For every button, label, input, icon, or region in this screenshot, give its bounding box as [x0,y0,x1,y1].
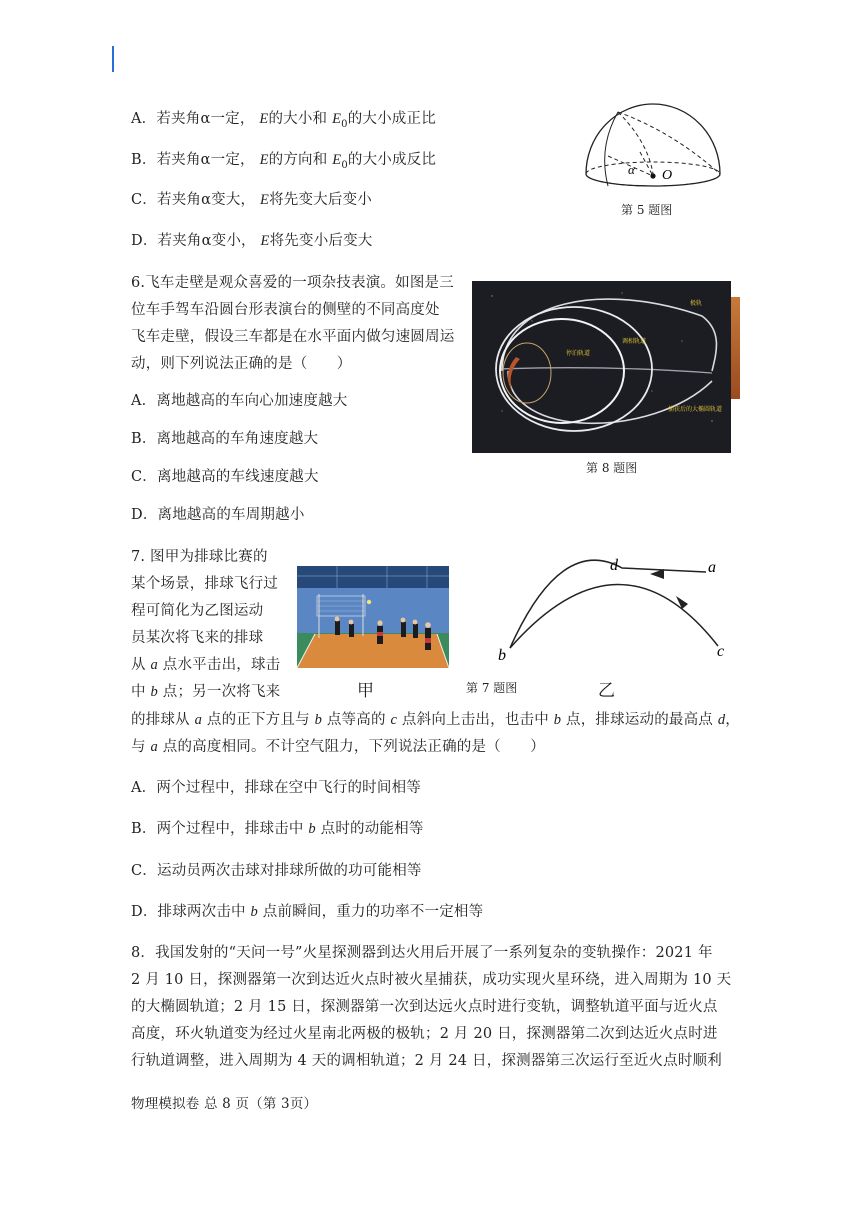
o-label: O [662,168,673,183]
q7-option-d: D．排球两次击中 b 点前瞬间，重力的功率不一定相等 [131,904,484,920]
q7-option-b: B．两个过程中，排球击中 b 点时的动能相等 [131,821,424,837]
q6-stem-2: 位车手驾车沿圆台形表演台的侧壁的不同高度处 [131,302,440,318]
q6-option-c: C．离地越高的车线速度越大 [131,469,319,485]
q7-option-a: A．两个过程中，排球在空中飞行的时间相等 [131,780,421,796]
figure-label-yi: 乙 [598,681,615,701]
q7-stem-5: 从 a 点水平击出，球击 [131,657,281,673]
captured-orbit-label: 捕获后的大椭圆轨道 [668,406,723,413]
q6-option-a: A．离地越高的车向心加速度越大 [131,393,348,409]
photo-edge-strip [731,297,740,399]
point-c-label: c [717,643,725,660]
q6-stem-4: 动，则下列说法正确的是（ ） [131,356,352,372]
q8-line-1: 8．我国发射的“天问一号”火星探测器到达火用后开展了一系列复杂的变轨操作：2021 年 [131,945,713,961]
q7-stem-2: 某个场景，排球飞行过 [131,576,278,592]
alpha-label: α [628,162,635,177]
q6-stem-1: 6.飞车走壁是观众喜爱的一项杂技表演。如图是三 [131,275,454,291]
page-footer: 物理模拟卷 总 8 页（第 3页） [131,1096,318,1112]
page-marker [112,46,114,72]
q5-option-c: C．若夹角α变大， E将先变大后变小 [131,192,372,208]
q7-stem-1: 7. 图甲为排球比赛的 [131,549,268,565]
q6-option-d: D．离地越高的车周期越小 [131,507,305,523]
point-a-label: a [708,559,716,576]
q5-option-d: D．若夹角α变小， E将先变小后变大 [131,233,373,249]
point-b-label: b [498,647,506,664]
q8-line-2: 2 月 10 日，探测器第一次到达近火点时被火星捕获，成功实现火星环绕，进入周期为 10 天 [131,972,732,988]
phase-orbit-label: 调相轨道 [622,338,647,345]
q7-option-c: C．运动员两次击球对排球所做的功可能相等 [131,863,422,879]
q8-figure-caption: 第 8 题图 [586,461,638,475]
q5-figure-caption: 第 5 题图 [621,203,673,217]
volleyball-photo [297,566,449,668]
q5-option-b: B．若夹角α一定， E的方向和 $E_0$的大小成反比 [131,152,437,171]
mars-orbit-figure [472,281,731,453]
q5-option-a: A．若夹角α一定， E的大小和 $E_0$的大小成正比 [131,111,436,130]
point-d-label: d [610,557,618,574]
q8-line-5: 行轨道调整，进入周期为 4 天的调相轨道；2 月 24 日，探测器第三次运行至近火点时顺利 [131,1053,722,1069]
q7-stem-8: 与 a 点的高度相同。不计空气阻力，下列说法正确的是（ ） [131,739,545,755]
hemisphere-figure [578,92,728,198]
q7-figure-caption: 第 7 题图 [466,681,518,695]
q7-stem-6: 中 b 点；另一次将飞来 [131,684,281,700]
trajectory-diagram [496,552,736,667]
polar-orbit-label: 极轨 [690,300,703,307]
q7-stem-4: 员某次将飞来的排球 [131,630,264,646]
parking-orbit-label: 停泊轨道 [566,350,591,357]
q8-line-4: 高度，环火轨道变为经过火星南北两极的极轨；2 月 20 日，探测器第二次到达近火点时进 [131,1026,718,1042]
figure-label-jia: 甲 [357,681,374,701]
q6-stem-3: 飞车走壁，假设三车都是在水平面内做匀速圆周运 [131,329,455,345]
q8-line-3: 的大椭圆轨道；2 月 15 日，探测器第一次到达远火点时进行变轨，调整轨道平面与近火点 [131,999,718,1015]
q6-option-b: B．离地越高的车角速度越大 [131,431,319,447]
q7-stem-7: 的排球从 a 点的正下方且与 b 点等高的 c 点斜向上击出，也击中 b 点，排球运动的最高点 d， [131,712,740,728]
q7-stem-3: 程可简化为乙图运动 [131,603,264,619]
